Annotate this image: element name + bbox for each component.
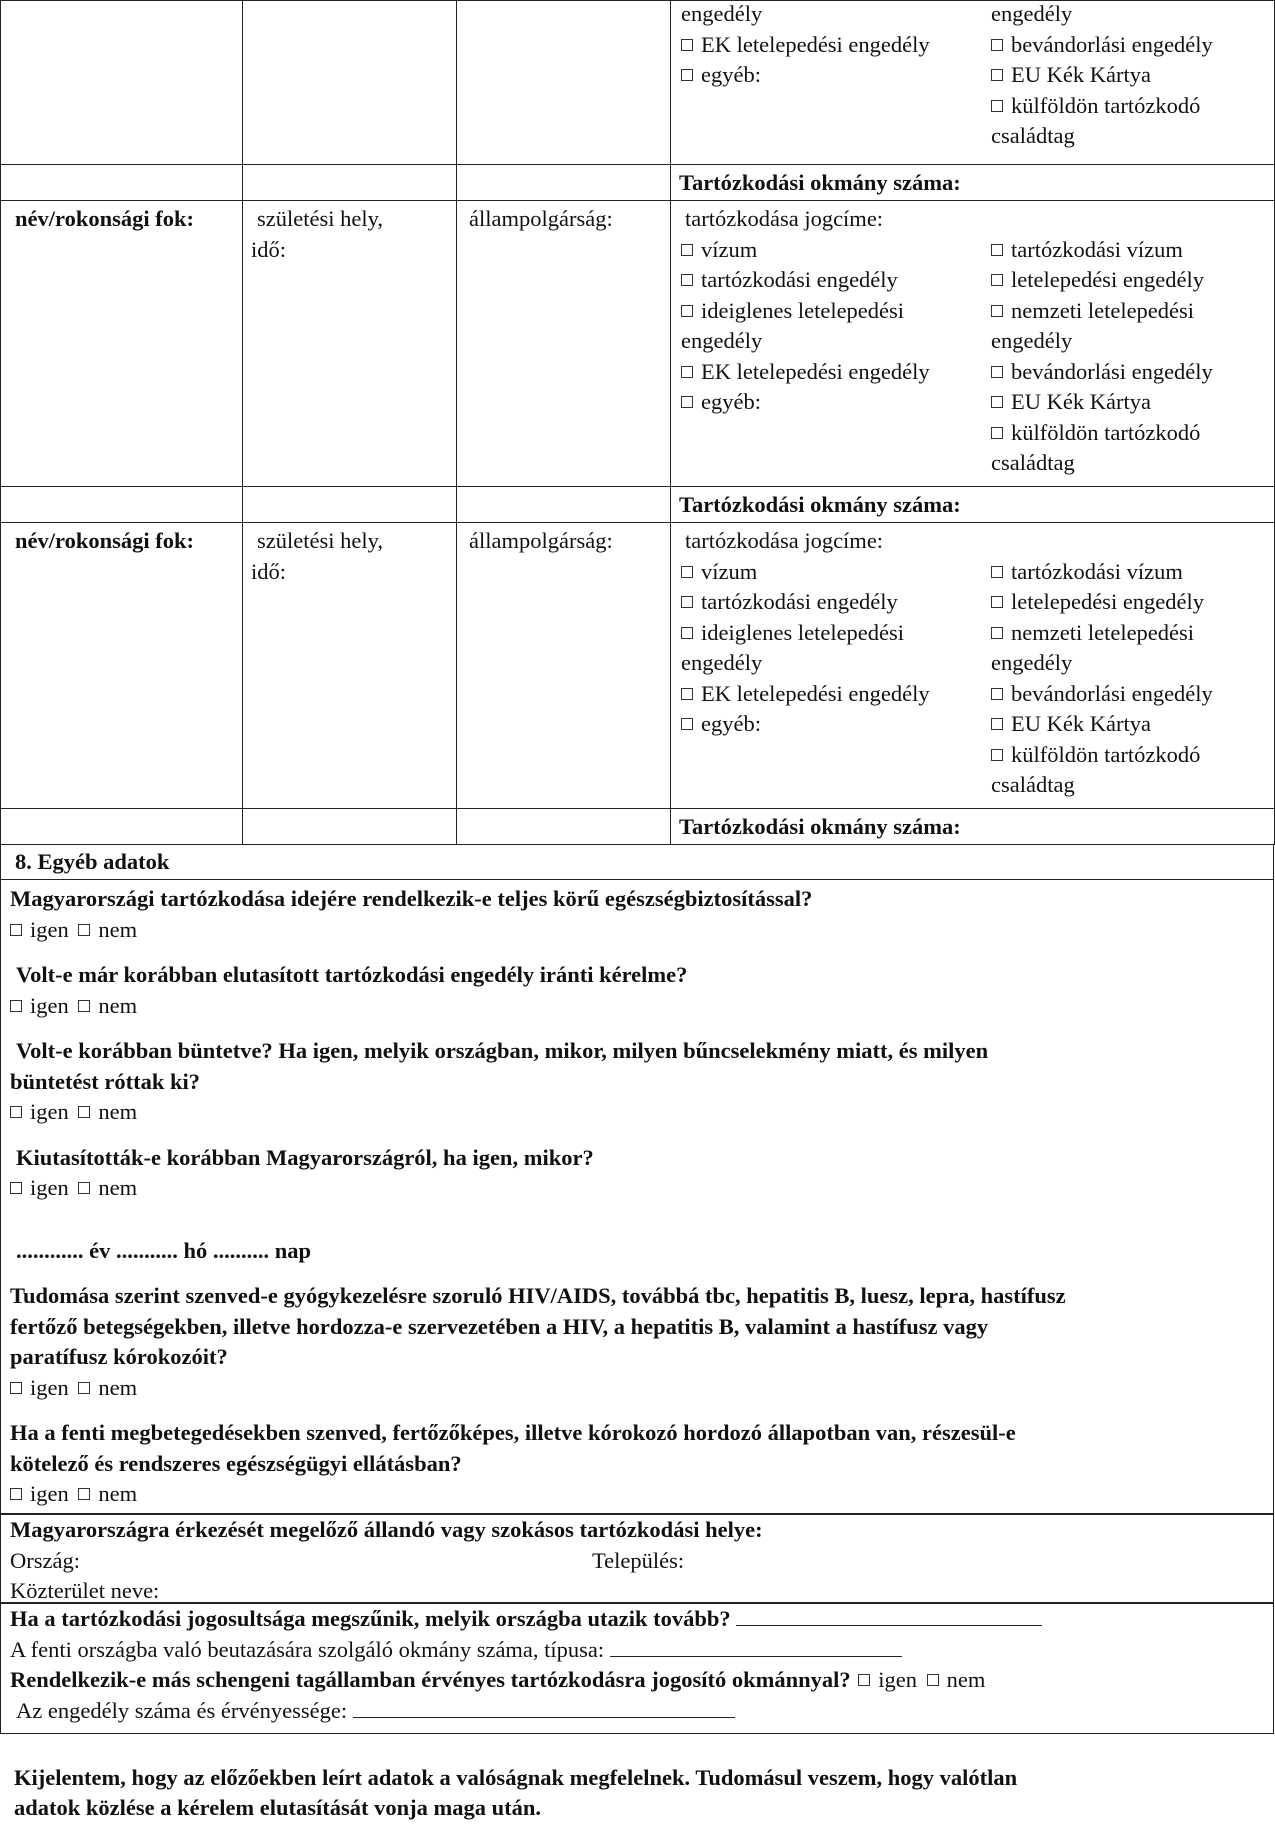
onward-travel-section: Ha a tartózkodási jogosultsága megszűnik, melyik országba utazik tovább? A fenti országba való beutazására szolgáló okmány száma, típusa: Rendelkezik-e más schengeni tagállamban érvényes tartózkodásra jogosító okmánnyal? igen nem Az engedély száma és érvényessége:	[0, 1603, 1274, 1734]
permit-number-field[interactable]	[353, 1697, 735, 1718]
no-checkbox[interactable]	[78, 1182, 90, 1194]
residence-status-cell: tartózkodása jogcíme: vízum tartózkodási engedély ideiglenes letelepedési engedély EK letelepedési engedély egyéb: tartózkodási vízum letelepedési engedély nemzeti letelepedési engedély bevándorlási engedély EU Kék Kártya külföldön tartózkodó családtag	[671, 201, 1275, 487]
checkbox[interactable]	[991, 396, 1003, 408]
no-checkbox[interactable]	[78, 1382, 90, 1394]
travel-document-field[interactable]	[610, 1636, 902, 1657]
family-row	[1, 523, 1275, 809]
other-data-section	[0, 880, 1274, 1514]
yes-checkbox[interactable]	[10, 924, 22, 936]
checkbox[interactable]	[681, 244, 693, 256]
question-rejected-application: Volt-e már korábban elutasított tartózkodási engedély iránti kérelme? igen nem	[10, 960, 1264, 1021]
checkbox[interactable]	[681, 366, 693, 378]
checkbox[interactable]	[991, 69, 1003, 81]
name-relation-label: név/rokonsági fok:	[1, 201, 243, 487]
checkbox[interactable]	[681, 39, 693, 51]
checkbox[interactable]	[991, 274, 1003, 286]
checkbox[interactable]	[991, 718, 1003, 730]
name-relation-label: név/rokonsági fok:	[1, 523, 243, 809]
yes-checkbox[interactable]	[858, 1674, 870, 1686]
checkbox[interactable]	[681, 566, 693, 578]
family-members-table	[0, 0, 1275, 845]
checkbox[interactable]	[681, 627, 693, 639]
declaration-text: Kijelentem, hogy az előzőekben leírt adatok a valóságnak megfelelnek. Tudomásul veszem, hogy valótlan adatok közlése a kérelem elutasítását vonja maga után.	[14, 1765, 1018, 1820]
checkbox[interactable]	[991, 39, 1003, 51]
family-row-partial	[1, 1, 1275, 165]
no-checkbox[interactable]	[78, 1488, 90, 1500]
doc-number-row	[1, 809, 1275, 845]
doc-number-label: Tartózkodási okmány száma:	[671, 809, 1275, 845]
expulsion-date-line[interactable]: ............ év ........... hó .......... nap	[16, 1237, 312, 1263]
checkbox[interactable]	[681, 596, 693, 608]
checkbox[interactable]	[681, 688, 693, 700]
citizenship-label: állampolgárság:	[457, 201, 671, 487]
yes-checkbox[interactable]	[10, 1382, 22, 1394]
checkbox[interactable]	[991, 688, 1003, 700]
checkbox[interactable]	[991, 100, 1003, 112]
checkbox[interactable]	[681, 69, 693, 81]
checkbox[interactable]	[991, 566, 1003, 578]
destination-country-field[interactable]	[736, 1605, 1042, 1626]
birth-label: születési hely, idő:	[243, 201, 457, 487]
question-criminal-record: Volt-e korábban büntetve? Ha igen, melyik országban, mikor, milyen bűncselekmény miatt, és milyen büntetést róttak ki? igen nem	[10, 1038, 989, 1124]
no-checkbox[interactable]	[78, 924, 90, 936]
section-heading: 8. Egyéb adatok	[0, 844, 1274, 880]
birth-label: születési hely, idő:	[243, 523, 457, 809]
previous-residence-section: Magyarországra érkezését megelőző állandó vagy szokásos tartózkodási helye: Ország: Település: Közterület neve:	[0, 1514, 1274, 1603]
doc-number-label: Tartózkodási okmány száma:	[671, 165, 1275, 201]
question-medical-care: Ha a fenti megbetegedésekben szenved, fertőzőképes, illetve kórokozó hordozó állapotban van, részesül-e kötelező és rendszeres egészségügyi ellátásban? igen nem	[10, 1420, 1016, 1506]
no-checkbox[interactable]	[927, 1674, 939, 1686]
checkbox[interactable]	[991, 627, 1003, 639]
doc-number-row	[1, 165, 1275, 201]
checkbox[interactable]	[991, 596, 1003, 608]
checkbox[interactable]	[681, 274, 693, 286]
yes-checkbox[interactable]	[10, 1182, 22, 1194]
city-field[interactable]: Település:	[592, 1547, 685, 1573]
question-expulsion: Kiutasították-e korábban Magyarországról, ha igen, mikor? igen nem ............ év ........... hó .......... nap	[10, 1143, 1264, 1267]
checkbox[interactable]	[681, 396, 693, 408]
checkbox[interactable]	[991, 427, 1003, 439]
residence-status-cell: engedély EK letelepedési engedély egyéb: engedély bevándorlási engedély EU Kék Kártya külföldön tartózkodó családtag	[671, 1, 1275, 165]
street-field[interactable]: Közterület neve:	[10, 1578, 160, 1603]
checkbox[interactable]	[991, 305, 1003, 317]
residence-status-cell: tartózkodása jogcíme: vízum tartózkodási engedély ideiglenes letelepedési engedély EK letelepedési engedély egyéb: tartózkodási vízum letelepedési engedély nemzeti letelepedési engedély bevándorlási engedély EU Kék Kártya külföldön tartózkodó családtag	[671, 523, 1275, 809]
status-label: engedély	[681, 1, 763, 26]
yes-checkbox[interactable]	[10, 1106, 22, 1118]
checkbox[interactable]	[991, 749, 1003, 761]
checkbox[interactable]	[681, 718, 693, 730]
country-field[interactable]: Ország:	[10, 1547, 80, 1573]
question-infectious-disease: Tudomása szerint szenved-e gyógykezelésre szoruló HIV/AIDS, továbbá tbc, hepatitis B, luesz, lepra, hastífusz fertőző betegségekben, illetve hordozza-e szervezetében a HIV, a hepatitis B, valamint a hastífusz vagy paratífusz kórokozóit? igen nem	[10, 1283, 1066, 1400]
no-checkbox[interactable]	[78, 1106, 90, 1118]
family-row	[1, 201, 1275, 487]
checkbox[interactable]	[681, 305, 693, 317]
doc-number-row	[1, 487, 1275, 523]
doc-number-label: Tartózkodási okmány száma:	[671, 487, 1275, 523]
checkbox[interactable]	[991, 244, 1003, 256]
citizenship-label: állampolgárság:	[457, 523, 671, 809]
no-checkbox[interactable]	[78, 1000, 90, 1012]
yes-checkbox[interactable]	[10, 1488, 22, 1500]
checkbox[interactable]	[991, 366, 1003, 378]
yes-checkbox[interactable]	[10, 1000, 22, 1012]
question-health-insurance: Magyarországi tartózkodása idejére rendelkezik-e teljes körű egészségbiztosítással? igen nem	[10, 886, 813, 942]
